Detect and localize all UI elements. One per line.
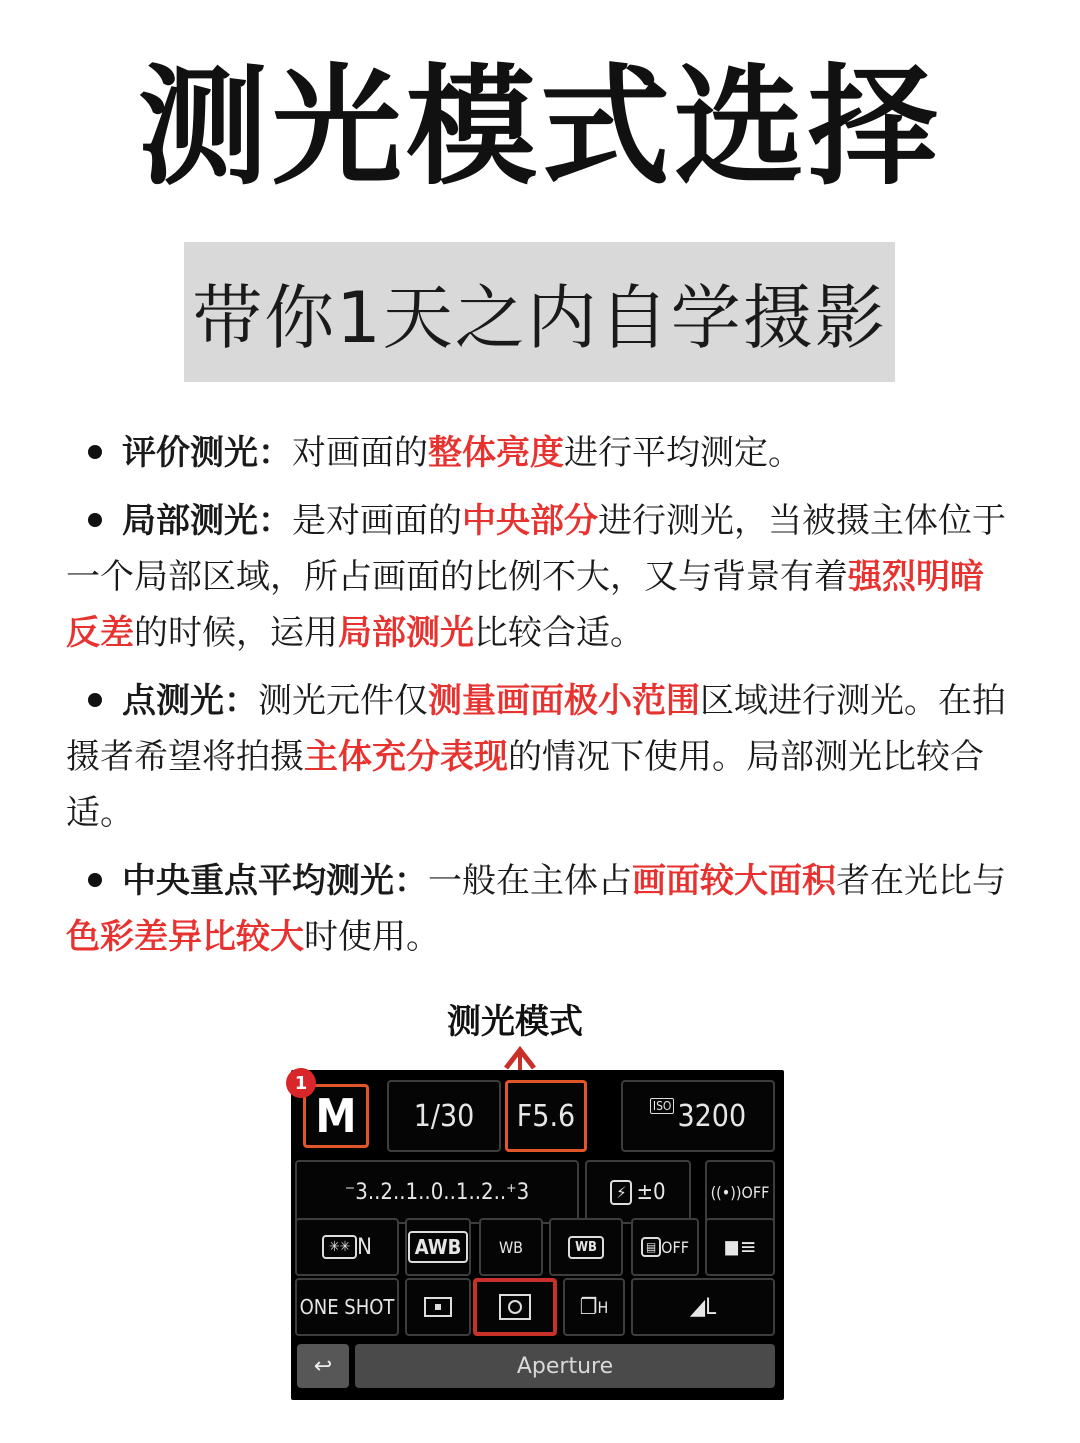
body-text: 是对画面的 <box>292 501 462 541</box>
camera-icon: ◼ <box>723 1234 740 1260</box>
bullet-item <box>66 673 1006 841</box>
bullet-item <box>66 493 1006 661</box>
af-area-button[interactable] <box>405 1278 471 1336</box>
body-text: 进行平均测定。 <box>564 433 802 473</box>
iso-value: 3200 <box>677 1098 747 1134</box>
partial-metering-icon <box>499 1294 531 1320</box>
wifi-status: OFF <box>741 1182 770 1202</box>
bullet-dot-icon <box>88 513 102 527</box>
bullet-list <box>66 425 1006 977</box>
wb-shift-button[interactable] <box>479 1218 543 1276</box>
aperture-value: F5.6 <box>516 1098 576 1134</box>
bullet-dot-icon <box>88 873 102 887</box>
metering-mode-button[interactable] <box>473 1278 557 1336</box>
diagram-label: 测光模式 <box>447 1002 583 1042</box>
flash-compensation-button[interactable] <box>585 1160 691 1224</box>
wireless-button[interactable] <box>705 1160 775 1224</box>
exposure-scale: ⁻3..2..1..0..1..2..⁺3 <box>344 1179 530 1205</box>
image-quality-button[interactable] <box>631 1278 775 1336</box>
highlight-text: 画面较大面积 <box>632 861 836 901</box>
highlight-text: 中央部分 <box>462 501 598 541</box>
iso-button[interactable] <box>621 1080 775 1152</box>
custom-menu-icon: ≡ <box>739 1234 757 1260</box>
page-title: 测光模式选择 <box>137 51 942 203</box>
highlight-text: 测量画面极小范围 <box>428 681 700 721</box>
shooting-mode-value: M <box>315 1089 357 1143</box>
wb-shift-value: WB <box>498 1237 524 1257</box>
hdr-icon: ▤ <box>641 1237 661 1257</box>
highlight-text: 整体亮度 <box>428 433 564 473</box>
back-button[interactable] <box>297 1344 349 1388</box>
awb-value: AWB <box>408 1231 469 1263</box>
shutter-speed-button[interactable] <box>387 1080 501 1152</box>
bullet-dot-icon <box>88 445 102 459</box>
bullet-dot-icon <box>88 693 102 707</box>
shooting-mode-button[interactable] <box>303 1084 369 1148</box>
wb-bracket-value: WB <box>568 1236 604 1259</box>
body-text: 测光元件仅 <box>258 681 428 721</box>
wifi-icon: ((•)) <box>710 1182 742 1202</box>
quality-icon: ◢ <box>689 1294 706 1320</box>
custom-settings-button[interactable] <box>705 1218 775 1276</box>
hdr-value: OFF <box>661 1237 690 1257</box>
hdr-button[interactable] <box>631 1218 699 1276</box>
af-area-icon <box>424 1297 452 1317</box>
af-mode-value: ONE SHOT <box>299 1295 395 1319</box>
drive-mode-button[interactable] <box>563 1278 625 1336</box>
flash-comp-icon: ⚡ <box>610 1180 632 1205</box>
drive-value: H <box>597 1297 609 1317</box>
wb-bracket-button[interactable] <box>549 1218 623 1276</box>
body-text: 对画面的 <box>292 433 428 473</box>
iso-tag: ISO <box>650 1098 675 1114</box>
body-text: 一般在主体占 <box>428 861 632 901</box>
picture-style-icon: ✳✳ <box>322 1235 357 1259</box>
bullet-term: 评价测光： <box>122 433 292 473</box>
bullet-item <box>66 853 1006 965</box>
bullet-item <box>66 425 1006 481</box>
highlight-text: 色彩差异比较大 <box>66 917 304 957</box>
body-text: 进行测光，当被摄主体位于一个局部区域，所占画面的比例不大，又与背景有着 <box>66 501 1006 597</box>
quality-value: L <box>705 1294 717 1320</box>
drive-icon: ❐ <box>579 1294 598 1320</box>
status-bar <box>355 1344 775 1388</box>
bullet-term: 点测光： <box>122 681 258 721</box>
body-text: 区域进行测光。在拍摄者希望将拍摄 <box>66 681 1006 777</box>
subtitle: 带你1天之内自学摄影 <box>192 276 887 359</box>
aperture-button[interactable] <box>505 1080 587 1152</box>
flash-comp-value: ±0 <box>636 1179 666 1205</box>
white-balance-button[interactable] <box>405 1218 471 1276</box>
bullet-term: 中央重点平均测光： <box>122 861 428 901</box>
af-mode-button[interactable] <box>295 1278 399 1336</box>
highlight-text: 局部测光 <box>338 613 474 653</box>
camera-quick-control-screen <box>291 1070 784 1400</box>
shutter-speed-value: 1/30 <box>413 1098 475 1134</box>
body-text: 比较合适。 <box>474 613 644 653</box>
status-bar-label: Aperture <box>516 1353 614 1379</box>
highlight-text: 主体充分表现 <box>304 737 508 777</box>
exposure-compensation-button[interactable] <box>295 1160 579 1224</box>
picture-style-value: N <box>357 1234 372 1260</box>
body-text: 的时候，运用 <box>134 613 338 653</box>
body-text: 的情况下使用。局部测光比较合适。 <box>66 737 984 833</box>
bullet-term: 局部测光： <box>122 501 292 541</box>
step-badge: 1 <box>286 1068 316 1098</box>
back-icon: ↩ <box>313 1353 333 1379</box>
body-text: 者在光比与 <box>836 861 1006 901</box>
picture-style-button[interactable] <box>295 1218 399 1276</box>
highlight-text: 强烈明暗反差 <box>66 557 984 653</box>
body-text: 时使用。 <box>304 917 440 957</box>
subtitle-banner <box>184 242 895 382</box>
